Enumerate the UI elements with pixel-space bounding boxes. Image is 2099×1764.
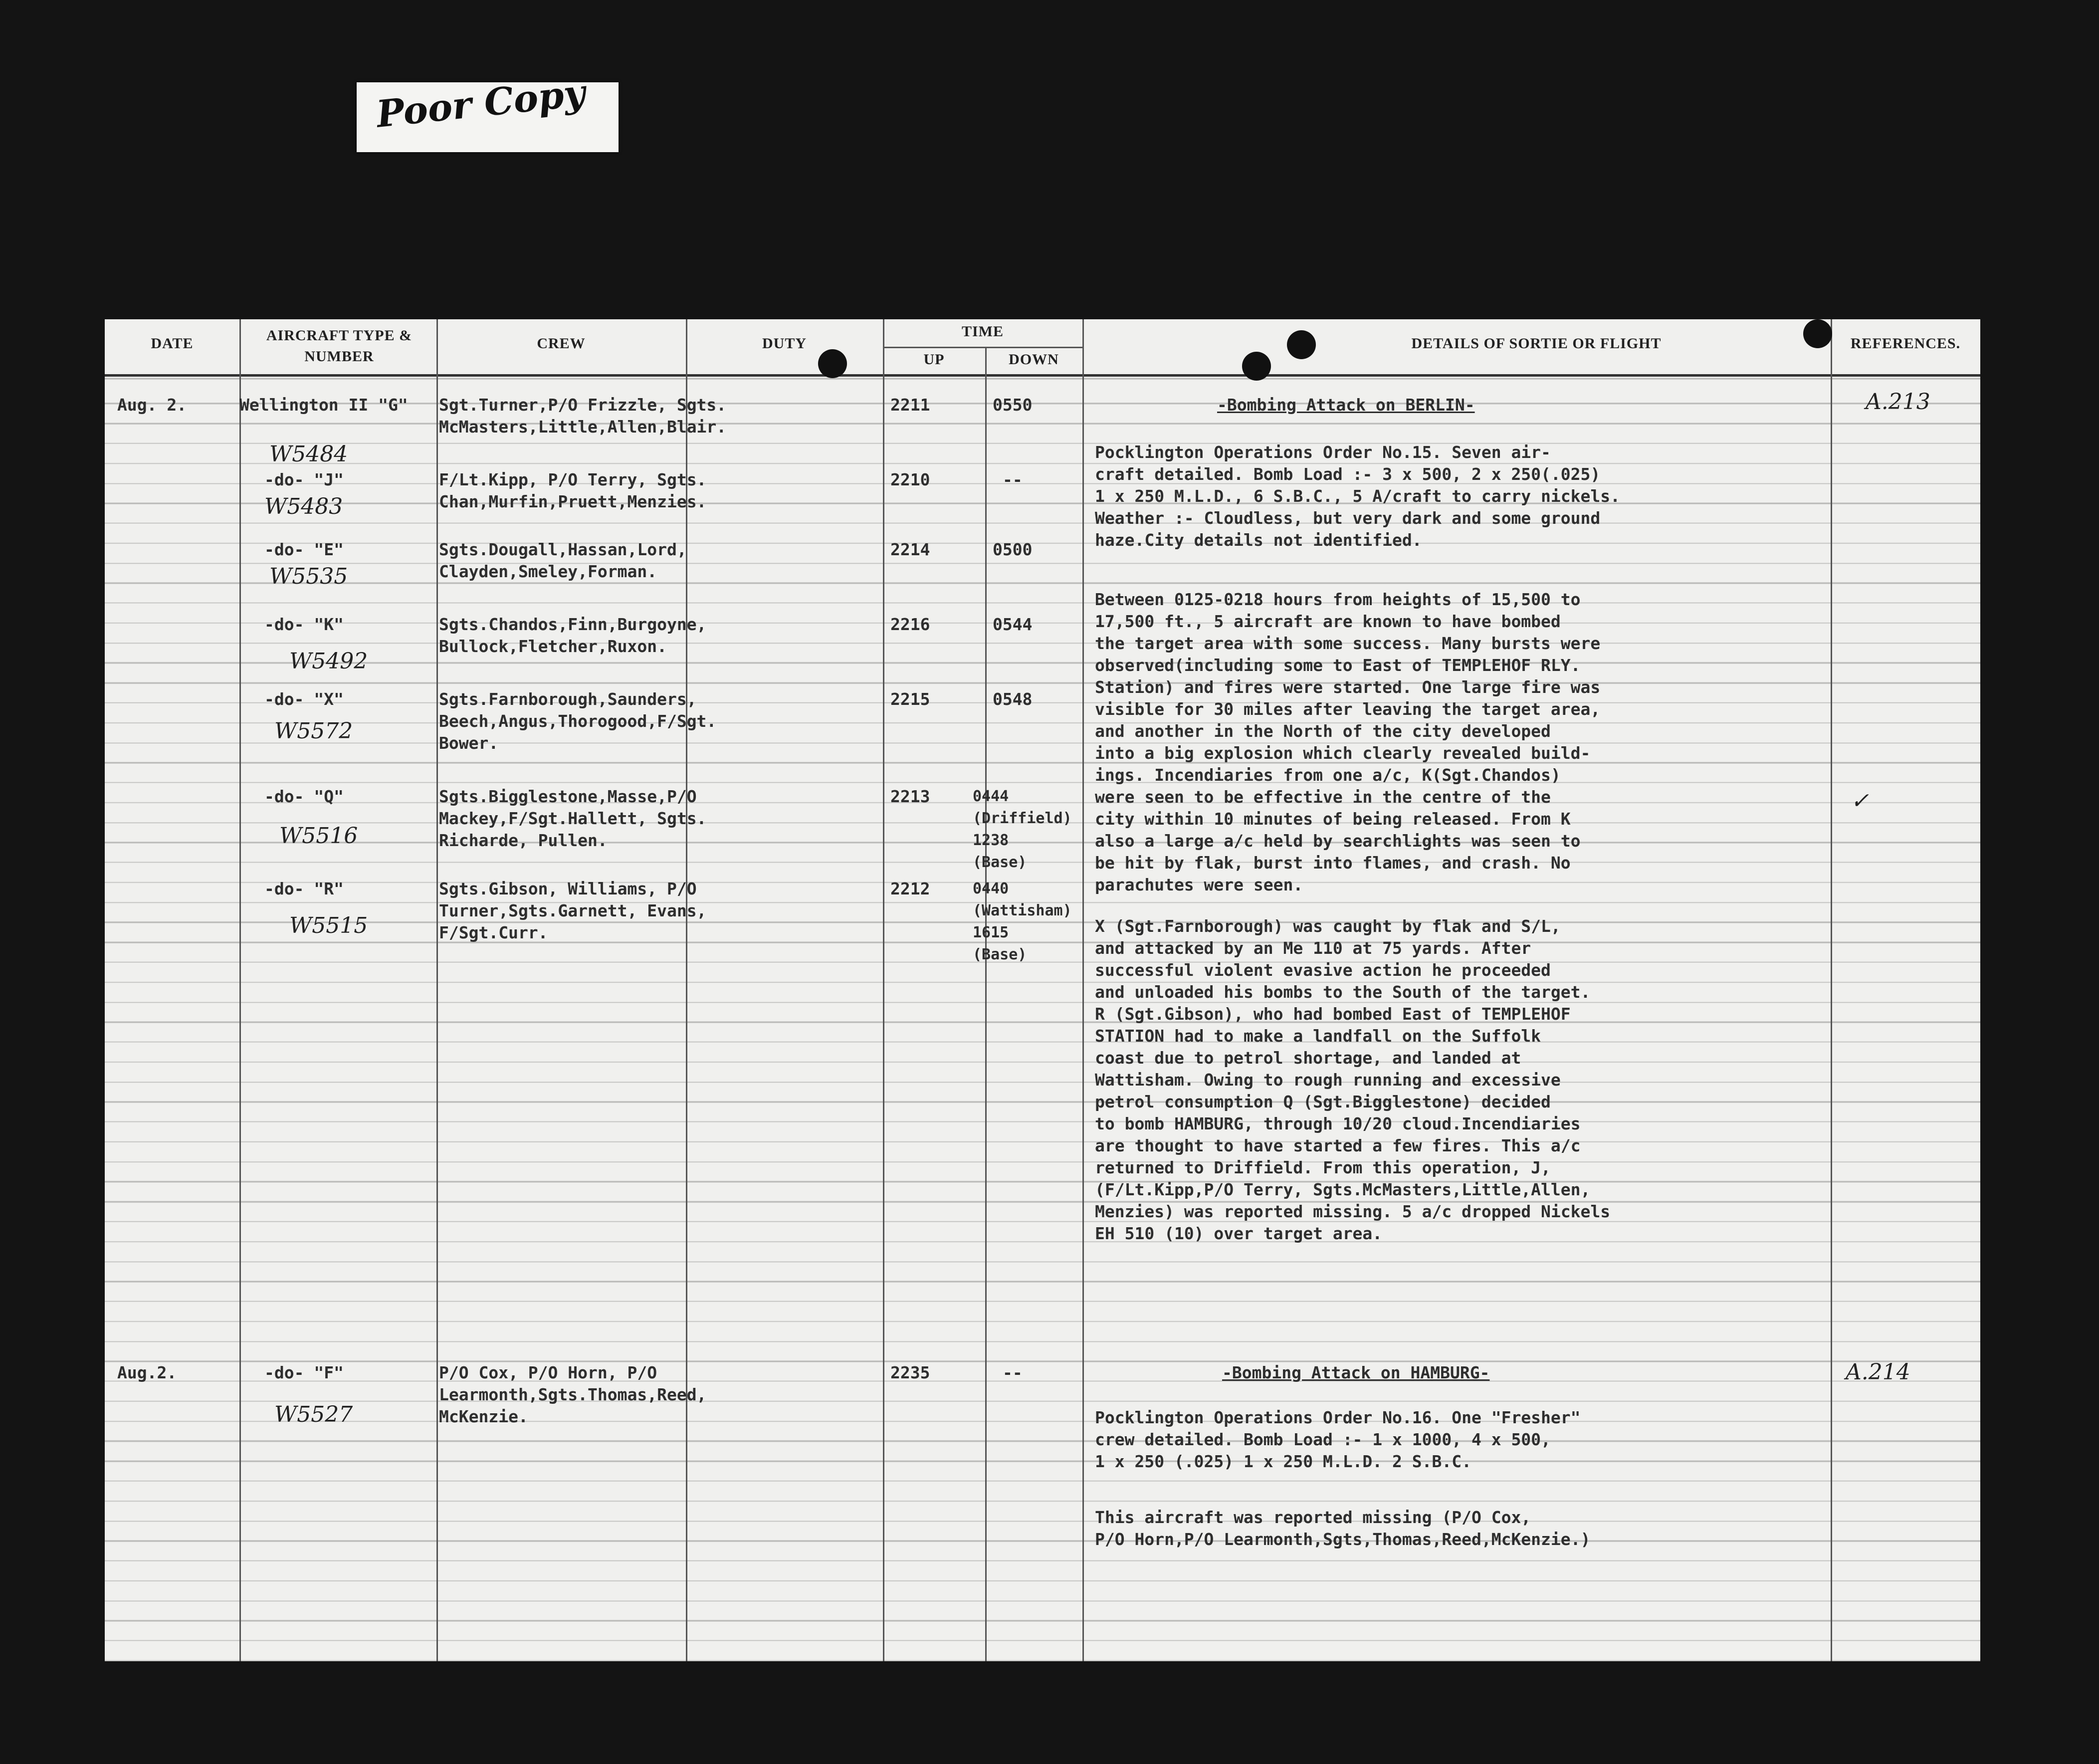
sortie-crew: Sgts.Dougall,Hassan,Lord, Clayden,Smeley,Forman. — [439, 540, 687, 581]
entry2-missing-paragraph: This aircraft was reported missing (P/O Cox, P/O Horn,P/O Learmonth,Sgts,Thomas,Reed,McKenzie.) — [1095, 1508, 1591, 1549]
entry1-date: Aug. 2. — [117, 395, 187, 415]
sortie-crew: Sgts.Chandos,Finn,Burgoyne, Bullock,Fletcher,Ruxon. — [439, 615, 707, 656]
sortie-time-down: 0444 (Driffield) 1238 (Base) — [973, 788, 1072, 871]
column-rule — [436, 319, 438, 1661]
entry1-reference: A.213 — [1866, 389, 1930, 415]
sortie-time-up: 2214 — [890, 540, 930, 559]
time-divider — [883, 347, 1082, 348]
entry1-tick: ✓ — [1851, 788, 1869, 814]
sortie-aircraft: -do- "Q" — [264, 787, 344, 806]
sortie-time-down: 0544 — [993, 615, 1033, 634]
sortie-aircraft: Wellington II "G" — [239, 395, 408, 415]
entry1-results-paragraph: Between 0125-0218 hours from heights of 15,500 to 17,500 ft., 5 aircraft are known to have bombed the target area with some success. Many bursts were observed(including some to East of TEMPLEHOF RLY. Station) and fires were started. One large fire was visible for 30 miles after leaving the target area, and another in the North of the city developed into a big explosion which clearly revealed build- ings. Incendiaries from one a/c, K(Sgt.Chandos) were seen to be effective in the centre of the city within 10 minutes of being released. From K also a large a/c held by searchlights was seen to be hit by flak, burst into flames, and crash. No parachutes were seen. — [1095, 590, 1601, 894]
log-sheet — [105, 319, 1980, 1661]
sortie-aircraft: -do- "R" — [264, 879, 344, 898]
entry2-reference: A.214 — [1846, 1359, 1910, 1385]
column-rule — [239, 319, 241, 1661]
sortie-serial: W5483 — [264, 494, 343, 519]
sortie-aircraft: -do- "J" — [264, 470, 344, 489]
column-rule — [985, 347, 987, 1661]
entry2-date: Aug.2. — [117, 1363, 177, 1382]
punch-hole — [1803, 319, 1832, 348]
sortie-time-down: 0550 — [993, 395, 1033, 415]
column-rule — [686, 319, 687, 1661]
sortie-aircraft: -do- "K" — [264, 615, 344, 634]
sortie-aircraft: -do- "X" — [264, 689, 344, 709]
sortie-time-up: 2213 — [890, 787, 930, 806]
sortie-crew: F/Lt.Kipp, P/O Terry, Sgts. Chan,Murfin,Pruett,Menzies. — [439, 470, 707, 511]
sortie-time-up: 2212 — [890, 879, 930, 898]
entry1-title: -Bombing Attack on BERLIN- — [1217, 395, 1475, 415]
sortie-aircraft: -do- "F" — [264, 1363, 344, 1382]
sortie-serial: W5515 — [289, 913, 368, 938]
sortie-crew: Sgt.Turner,P/O Frizzle, Sgts. McMasters,Little,Allen,Blair. — [439, 395, 727, 437]
sortie-serial: W5535 — [269, 564, 348, 589]
sortie-serial: W5484 — [269, 441, 348, 467]
header-date: DATE — [151, 335, 194, 352]
sortie-serial: W5516 — [279, 823, 358, 849]
sortie-time-up: 2216 — [890, 615, 930, 634]
sortie-time-down: -- — [1003, 470, 1023, 489]
sortie-time-up: 2211 — [890, 395, 930, 415]
sortie-crew: Sgts.Farnborough,Saunders, Beech,Angus,Thorogood,F/Sgt. Bower. — [439, 689, 717, 753]
sortie-serial: W5492 — [289, 649, 368, 674]
sortie-serial: W5527 — [274, 1402, 353, 1427]
column-rule — [1082, 319, 1084, 1661]
poor-copy-label-text: Poor Copy — [374, 71, 588, 136]
sortie-time-down: -- — [1003, 1363, 1023, 1382]
header-details: DETAILS OF SORTIE OR FLIGHT — [1411, 335, 1662, 352]
punch-hole — [1287, 330, 1316, 359]
header-time-up: UP — [923, 351, 945, 368]
header-crew: CREW — [537, 335, 586, 352]
header-references: REFERENCES. — [1850, 335, 1961, 352]
punch-hole — [818, 349, 847, 378]
entry1-order-paragraph: Pocklington Operations Order No.15. Seven air- craft detailed. Bomb Load :- 3 x 500, 2 x 250(.025) 1 x 250 M.L.D., 6 S.B.C., 5 A/craft to carry nickels. Weather :- Cloudless, but very dark and some ground haze.City details not identified. — [1095, 442, 1620, 550]
entry2-title: -Bombing Attack on HAMBURG- — [1222, 1363, 1490, 1382]
sortie-crew: Sgts.Gibson, Williams, P/O Turner,Sgts.Garnett, Evans, F/Sgt.Curr. — [439, 879, 707, 942]
header-aircraft: AIRCRAFT TYPE & NUMBER — [266, 327, 413, 365]
sortie-time-up: 2210 — [890, 470, 930, 489]
header-duty: DUTY — [762, 335, 807, 352]
sortie-serial: W5572 — [274, 718, 353, 744]
entry1-incidents-paragraph: X (Sgt.Farnborough) was caught by flak and S/L, and attacked by an Me 110 at 75 yards. After successful violent evasive action he proceeded and unloaded his bombs to the South of the target. R (Sgt.Gibson), who had bombed East of TEMPLEHOF STATION had to make a landfall on the Suffolk coast due to petrol shortage, and landed at Wattisham. Owing to rough running and excessive petrol consumption Q (Sgt.Bigglestone) decided to bomb HAMBURG, through 10/20 cloud.Incendiaries are thought to have started a few fires. This a/c returned to Driffield. From this operation, J, (F/Lt.Kipp,P/O Terry, Sgts.McMasters,Little,Allen, Menzies) was reported missing. 5 a/c dropped Nickels EH 510 (10) over target area. — [1095, 916, 1611, 1243]
sortie-time-down: 0440 (Wattisham) 1615 (Base) — [973, 880, 1072, 963]
column-rule — [1831, 319, 1832, 1661]
sortie-crew: P/O Cox, P/O Horn, P/O Learmonth,Sgts.Thomas,Reed, McKenzie. — [439, 1363, 707, 1426]
sortie-time-up: 2235 — [890, 1363, 930, 1382]
sortie-crew: Sgts.Bigglestone,Masse,P/O Mackey,F/Sgt.Hallett, Sgts. Richarde, Pullen. — [439, 787, 707, 850]
sortie-time-up: 2215 — [890, 689, 930, 709]
sortie-time-down: 0500 — [993, 540, 1033, 559]
sortie-time-down: 0548 — [993, 689, 1033, 709]
column-rule — [883, 319, 884, 1661]
entry2-order-paragraph: Pocklington Operations Order No.16. One "Fresher" crew detailed. Bomb Load :- 1 x 1000, 4 x 500, 1 x 250 (.025) 1 x 250 M.L.D. 2 S.B.C. — [1095, 1408, 1581, 1471]
sortie-aircraft: -do- "E" — [264, 540, 344, 559]
header-time: TIME — [961, 323, 1004, 340]
poor-copy-label — [357, 71, 619, 152]
punch-hole — [1242, 352, 1271, 381]
header-time-down: DOWN — [1009, 351, 1059, 368]
